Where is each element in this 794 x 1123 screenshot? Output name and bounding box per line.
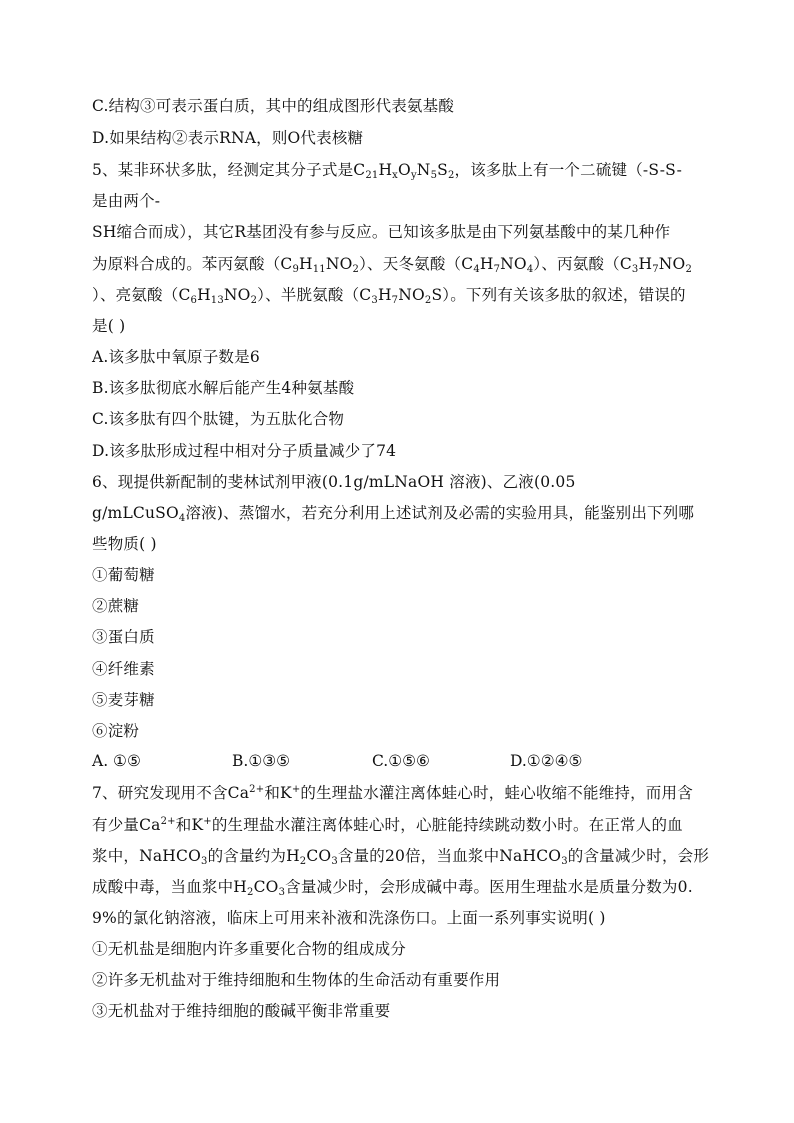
q6-options-row [92,751,732,771]
q7-stem-line-3: 浆中，NaHCO$_3$的含量约为$H_2CO_3$含量的20倍，当血浆中NaHCO$_3$的含量减少时，会形 [92,847,710,867]
q5-option-b: B.该多肽彻底水解后能产生4种氨基酸 [92,379,355,397]
q5-stem-line-3: SH缩合而成），其它R基团没有参与反应。已知该多肽是由下列氨基酸中的某几种作 [92,223,671,241]
q6-option-d: D.①②④⑤ [510,752,583,770]
q5-option-a: A.该多肽中氧原子数是6 [92,348,260,366]
q7-statement-1: ①无机盐是细胞内许多重要化合物的组成成分 [92,940,407,958]
q5-option-c: C.该多肽有四个肽键，为五肽化合物 [92,410,345,428]
q6-stem-line-1: 6、现提供新配制的斐林试剂甲液(0.1g/mLNaOH 溶液)、乙液(0.05 [92,473,576,491]
q5-stem-line-2: 是由两个- [92,192,161,210]
q4-option-d: D.如果结构②表示RNA，则O代表核糖 [92,129,364,147]
q7-statement-3: ③无机盐对于维持细胞的酸碱平衡非常重要 [92,1002,391,1020]
q7-stem-line-5: 9%的氯化钠溶液，临床上可用来补液和洗涤伤口。上面一系列事实说明( ) [92,909,606,927]
q6-item-1: ①葡萄糖 [92,566,155,584]
q5-stem-line-1: 5、某非环状多肽，经测定其分子式是$C_{21}H_xO_yN_5S_2$，该多肽上有一个二硫键（-S-S- [92,161,683,181]
q6-option-b: B.①③⑤ [232,752,291,770]
q5-option-d: D.该多肽形成过程中相对分子质量减少了74 [92,442,397,460]
q6-option-a: A. ①⑤ [92,752,141,770]
q7-stem-line-4: 成酸中毒，当血浆中$H_2CO_3$含量减少时，会形成碱中毒。医用生理盐水是质量分数为0. [92,878,693,898]
q5-stem-line-6: 是( ) [92,317,126,335]
q5-stem-line-5: ）、亮氨酸$(C_6H_{13}NO_2)$、半胱氨酸$(C_3H_7NO_2S)$。下列有关该多肽的叙述，错误的 [92,286,686,306]
q6-item-4: ④纤维素 [92,660,155,678]
q6-item-6: ⑥淀粉 [92,722,140,740]
q7-statement-2: ②许多无机盐对于维持细胞和生物体的生命活动有重要作用 [92,971,501,989]
q4-option-c: C.结构③可表示蛋白质，其中的组成图形代表氨基酸 [92,97,455,115]
q6-stem-line-2: g/mLCuSO$_4$溶液)、蒸馏水，若充分利用上述试剂及必需的实验用具，能鉴别出下列哪 [92,504,695,524]
q6-item-5: ⑤麦芽糖 [92,691,155,709]
q7-stem-line-2: 有少量$Ca^{2+}$和K+的生理盐水灌注离体蛙心时，心脏能持续跳动数小时。在正常人的血 [92,816,683,834]
q6-option-c: C.①⑤⑥ [372,752,430,770]
q5-stem-line-4: 为原料合成的。苯丙氨酸$(C_9H_{11}NO_2)$、天冬氨酸$(C_4H_7NO_4)$、丙氨酸（$C_3H_7NO_2$ [92,255,692,275]
q6-stem-line-3: 些物质( ) [92,535,157,553]
q6-item-3: ③蛋白质 [92,628,155,646]
q7-stem-line-1: 7、研究发现用不含$Ca^{2+}$和K+的生理盐水灌注离体蛙心时，蛙心收缩不能维持，而用含 [92,784,693,802]
q6-item-2: ②蔗糖 [92,597,140,615]
